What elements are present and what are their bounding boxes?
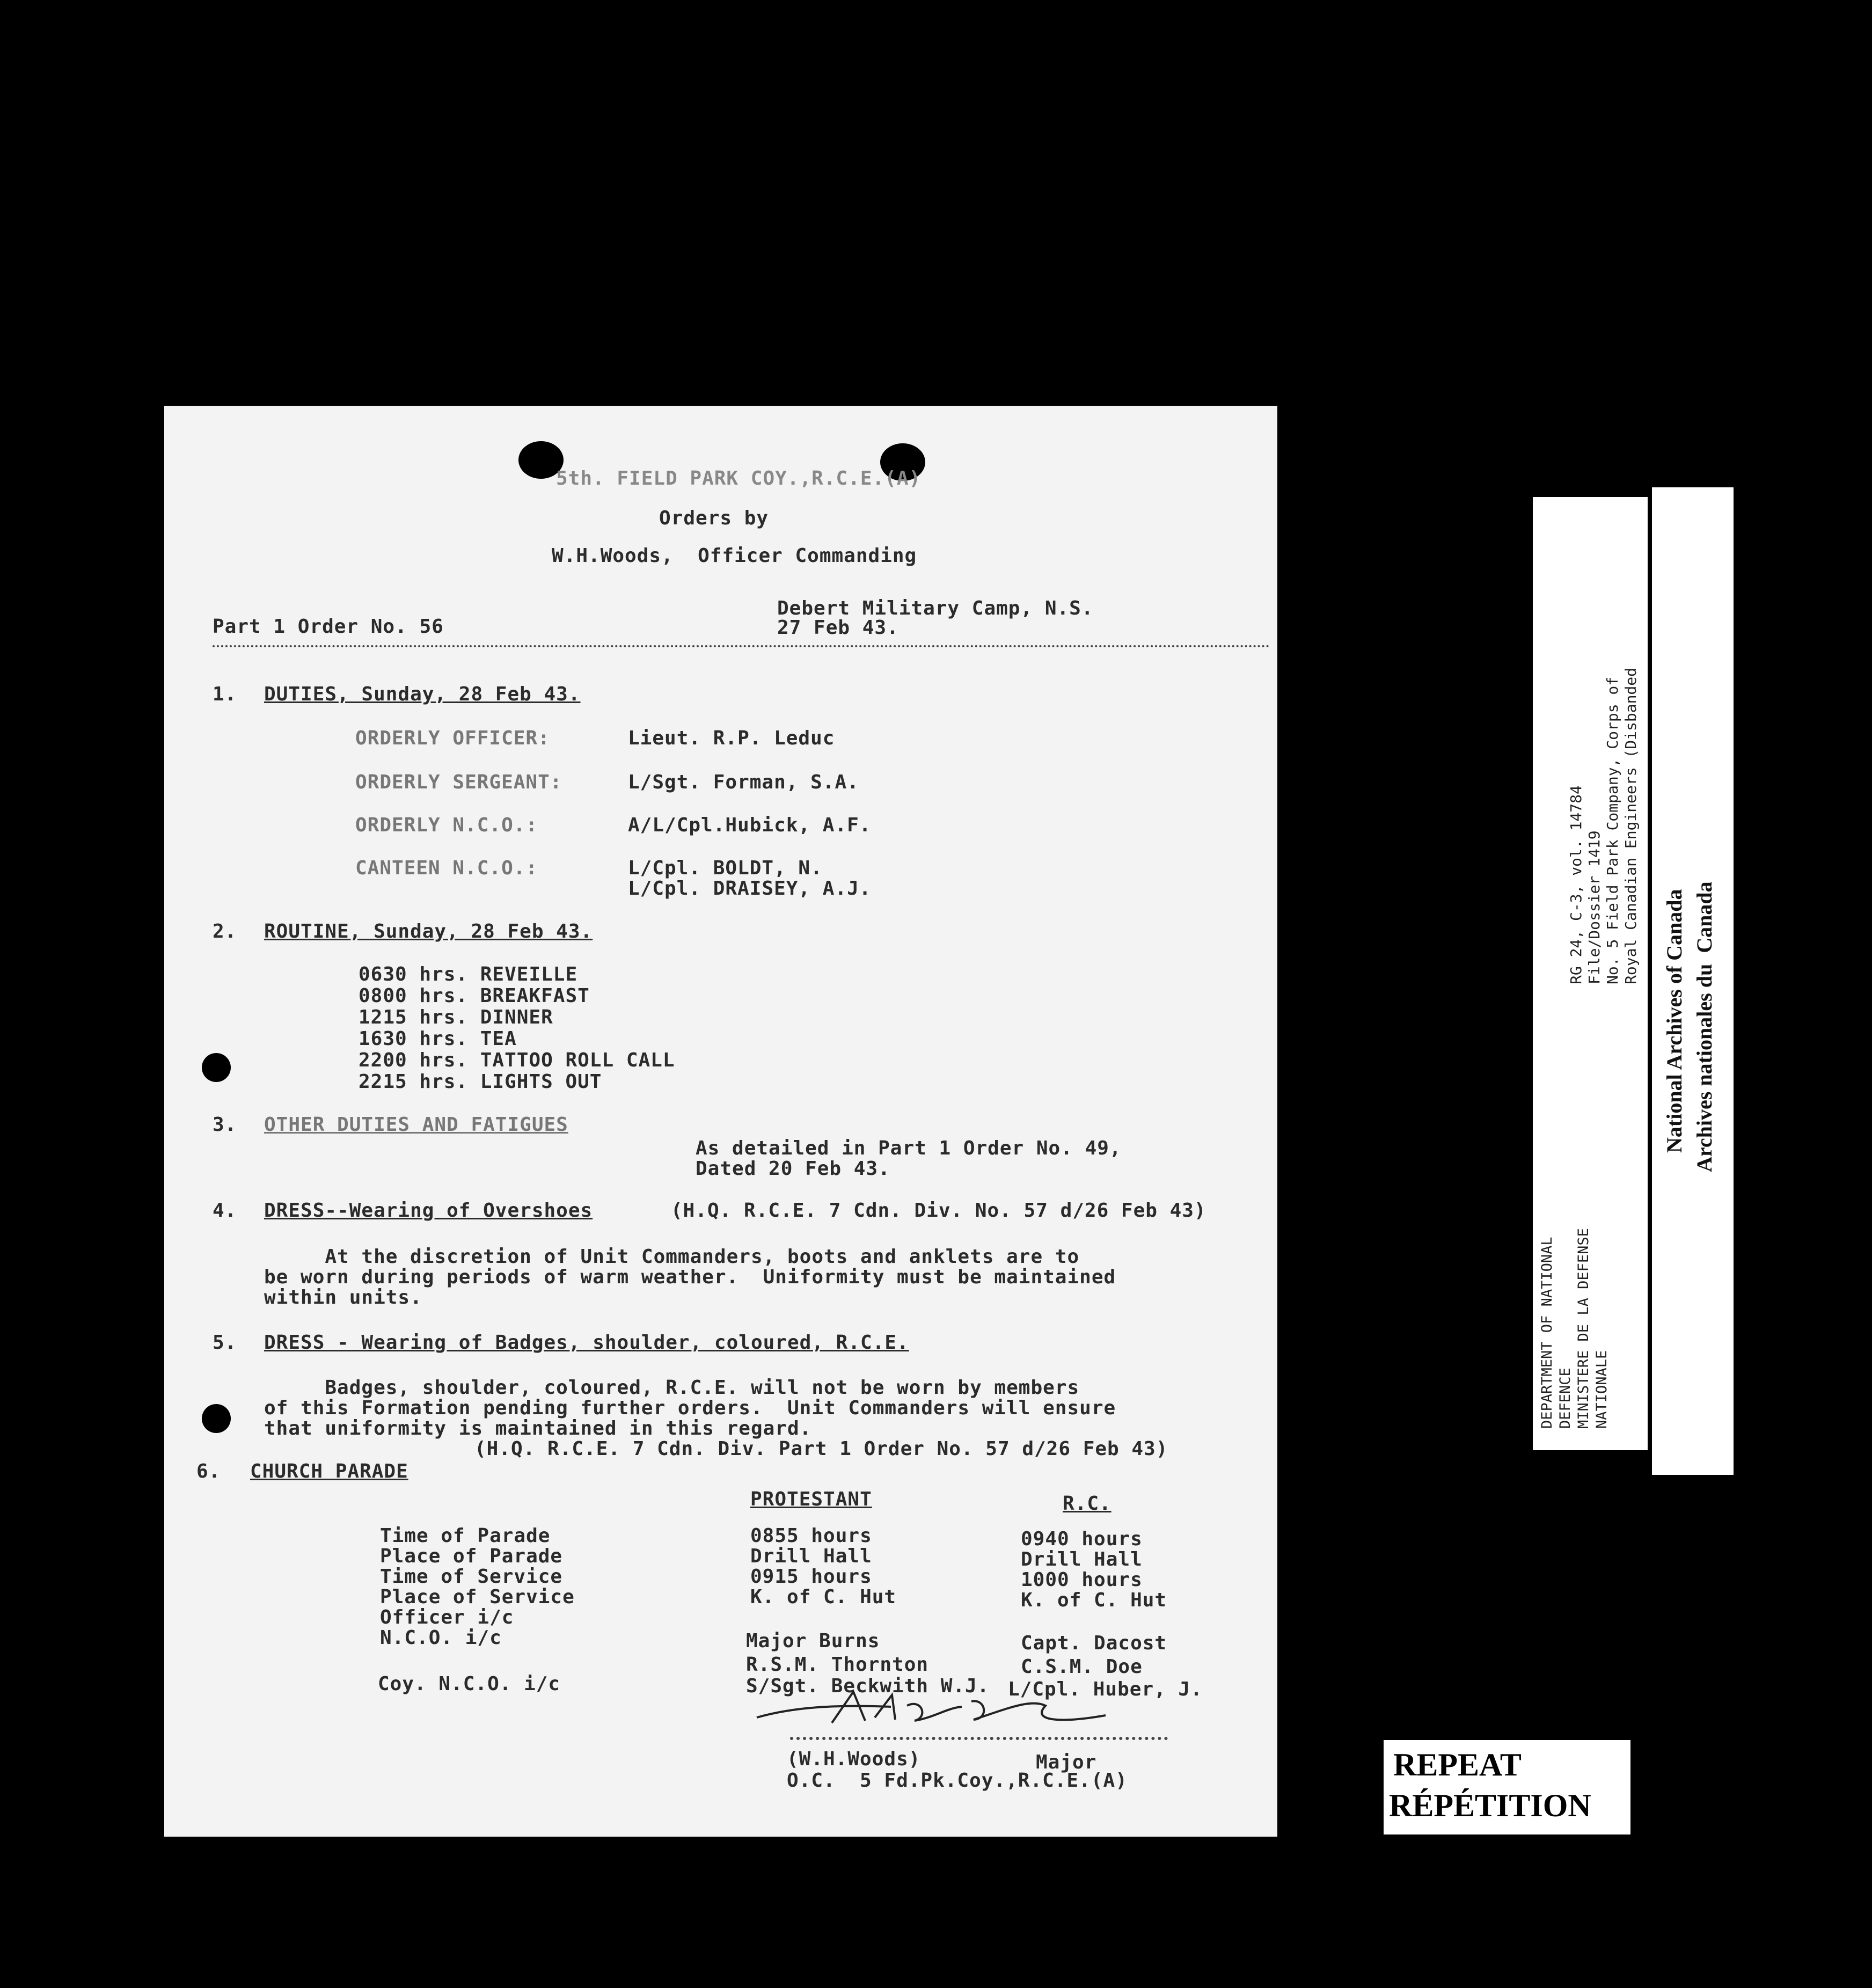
section-number: 5. bbox=[213, 1332, 237, 1354]
parade-protestant: S/Sgt. Beckwith W.J. bbox=[746, 1675, 990, 1697]
separator-line bbox=[213, 645, 1270, 647]
routine-line: 1630 hrs. TEA bbox=[359, 1028, 517, 1050]
routine-line: 2200 hrs. TATTOO ROLL CALL bbox=[359, 1049, 675, 1071]
unit-header: 5th. FIELD PARK COY.,R.C.E.(A) bbox=[556, 467, 922, 489]
body-line: At the discretion of Unit Commanders, boots and anklets are to bbox=[264, 1246, 1080, 1268]
parade-rc: K. of C. Hut bbox=[1021, 1589, 1167, 1611]
duty-value: L/Sgt. Forman, S.A. bbox=[628, 771, 859, 793]
order-number: Part 1 Order No. 56 bbox=[213, 616, 444, 638]
archives-name-en: National Archives of Canada bbox=[1662, 889, 1686, 1153]
detail-line: Dated 20 Feb 43. bbox=[696, 1158, 890, 1180]
parade-rc: L/Cpl. Huber, J. bbox=[1008, 1678, 1203, 1700]
section-heading: OTHER DUTIES AND FATIGUES bbox=[264, 1114, 568, 1136]
section-heading: CHURCH PARADE bbox=[250, 1460, 408, 1482]
parade-label: Coy. N.C.O. i/c bbox=[378, 1673, 561, 1695]
section-number: 2. bbox=[213, 920, 237, 942]
archives-name-fr: Archives nationales du Canada bbox=[1692, 881, 1716, 1172]
parade-label: N.C.O. i/c bbox=[380, 1627, 502, 1649]
department-line: DEFENCE bbox=[1557, 1368, 1574, 1429]
punch-hole bbox=[202, 1404, 231, 1433]
department-line: NATIONALE bbox=[1593, 1350, 1610, 1429]
national-archives-label bbox=[1652, 487, 1734, 1475]
section-heading: DRESS - Wearing of Badges, shoulder, coloured, R.C.E. bbox=[264, 1332, 909, 1354]
signatory-title: O.C. 5 Fd.Pk.Coy.,R.C.E.(A) bbox=[787, 1770, 1128, 1792]
routine-line: 2215 hrs. LIGHTS OUT bbox=[359, 1071, 602, 1093]
routine-line: 0630 hrs. REVEILLE bbox=[359, 963, 578, 985]
duty-label: ORDERLY N.C.O.: bbox=[355, 814, 538, 836]
duty-value: A/L/Cpl.Hubick, A.F. bbox=[628, 814, 872, 836]
signatory-rank: Major bbox=[1036, 1751, 1097, 1773]
archive-line: File/Dossier 1419 bbox=[1585, 830, 1603, 984]
handwritten-signature bbox=[751, 1685, 1127, 1744]
duty-value: L/Cpl. BOLDT, N. bbox=[628, 857, 823, 879]
section-number: 3. bbox=[213, 1114, 237, 1136]
orders-by: Orders by bbox=[659, 507, 769, 529]
section-reference: (H.Q. R.C.E. 7 Cdn. Div. No. 57 d/26 Feb 43) bbox=[671, 1200, 1206, 1222]
body-line: within units. bbox=[264, 1287, 422, 1309]
order-date: 27 Feb 43. bbox=[777, 617, 899, 639]
parade-protestant: Major Burns bbox=[746, 1630, 880, 1652]
parade-rc: C.S.M. Doe bbox=[1021, 1656, 1143, 1678]
document-page bbox=[164, 406, 1277, 1837]
duty-label: CANTEEN N.C.O.: bbox=[355, 857, 538, 879]
camp-location: Debert Military Camp, N.S. bbox=[777, 597, 1094, 619]
parade-rc: 0940 hours bbox=[1021, 1528, 1143, 1550]
stamp-fr: RÉPÉTITION bbox=[1389, 1788, 1591, 1823]
parade-label: Officer i/c bbox=[380, 1606, 514, 1628]
parade-label: Place of Parade bbox=[380, 1545, 563, 1567]
parade-label: Time of Parade bbox=[380, 1525, 551, 1547]
stamp-en: REPEAT bbox=[1393, 1747, 1522, 1782]
repeat-stamp bbox=[1384, 1740, 1630, 1834]
section-heading: DUTIES, Sunday, 28 Feb 43. bbox=[264, 683, 581, 705]
parade-protestant: R.S.M. Thornton bbox=[746, 1654, 929, 1676]
routine-line: 0800 hrs. BREAKFAST bbox=[359, 985, 590, 1007]
signatory-name: (W.H.Woods) bbox=[787, 1748, 921, 1770]
section-heading: DRESS--Wearing of Overshoes bbox=[264, 1200, 593, 1222]
column-header-rc: R.C. bbox=[1063, 1493, 1112, 1515]
section-number: 4. bbox=[213, 1200, 237, 1222]
body-line: of this Formation pending further orders. Unit Commanders will ensure bbox=[264, 1397, 1116, 1419]
duty-label: ORDERLY SERGEANT: bbox=[355, 771, 562, 793]
parade-rc: Drill Hall bbox=[1021, 1548, 1143, 1570]
department-line: DEPARTMENT OF NATIONAL bbox=[1539, 1237, 1555, 1429]
parade-label: Time of Service bbox=[380, 1566, 563, 1588]
parade-protestant: 0855 hours bbox=[750, 1525, 872, 1547]
body-line: that uniformity is maintained in this regard. bbox=[264, 1417, 812, 1439]
parade-protestant: Drill Hall bbox=[750, 1545, 872, 1567]
archive-line: RG 24, C-3, vol. 14784 bbox=[1567, 785, 1585, 984]
archive-line: No. 5 Field Park Company, Corps of bbox=[1604, 676, 1621, 984]
section-heading: ROUTINE, Sunday, 28 Feb 43. bbox=[264, 920, 593, 942]
parade-label: Place of Service bbox=[380, 1586, 575, 1608]
duty-value: Lieut. R.P. Leduc bbox=[628, 727, 835, 749]
body-line: be worn during periods of warm weather. Uniformity must be maintained bbox=[264, 1266, 1116, 1288]
commanding-officer: W.H.Woods, Officer Commanding bbox=[552, 545, 917, 567]
section-number: 1. bbox=[213, 683, 237, 705]
duty-value: L/Cpl. DRAISEY, A.J. bbox=[628, 878, 872, 900]
parade-protestant: K. of C. Hut bbox=[750, 1586, 897, 1608]
column-header-protestant: PROTESTANT bbox=[750, 1488, 872, 1510]
section-number: 6. bbox=[196, 1460, 221, 1482]
duty-label: ORDERLY OFFICER: bbox=[355, 727, 550, 749]
parade-protestant: 0915 hours bbox=[750, 1566, 872, 1588]
routine-line: 1215 hrs. DINNER bbox=[359, 1006, 553, 1028]
punch-hole bbox=[202, 1053, 231, 1082]
parade-rc: 1000 hours bbox=[1021, 1569, 1143, 1591]
archive-reference-label bbox=[1533, 497, 1648, 1450]
parade-rc: Capt. Dacost bbox=[1021, 1632, 1167, 1654]
section-reference: (H.Q. R.C.E. 7 Cdn. Div. Part 1 Order No. 57 d/26 Feb 43) bbox=[474, 1438, 1168, 1460]
archive-line: Royal Canadian Engineers (Disbanded bbox=[1622, 667, 1640, 984]
detail-line: As detailed in Part 1 Order No. 49, bbox=[696, 1137, 1122, 1159]
department-line: MINISTERE DE LA DEFENSE bbox=[1575, 1228, 1592, 1429]
body-line: Badges, shoulder, coloured, R.C.E. will not be worn by members bbox=[264, 1377, 1080, 1399]
